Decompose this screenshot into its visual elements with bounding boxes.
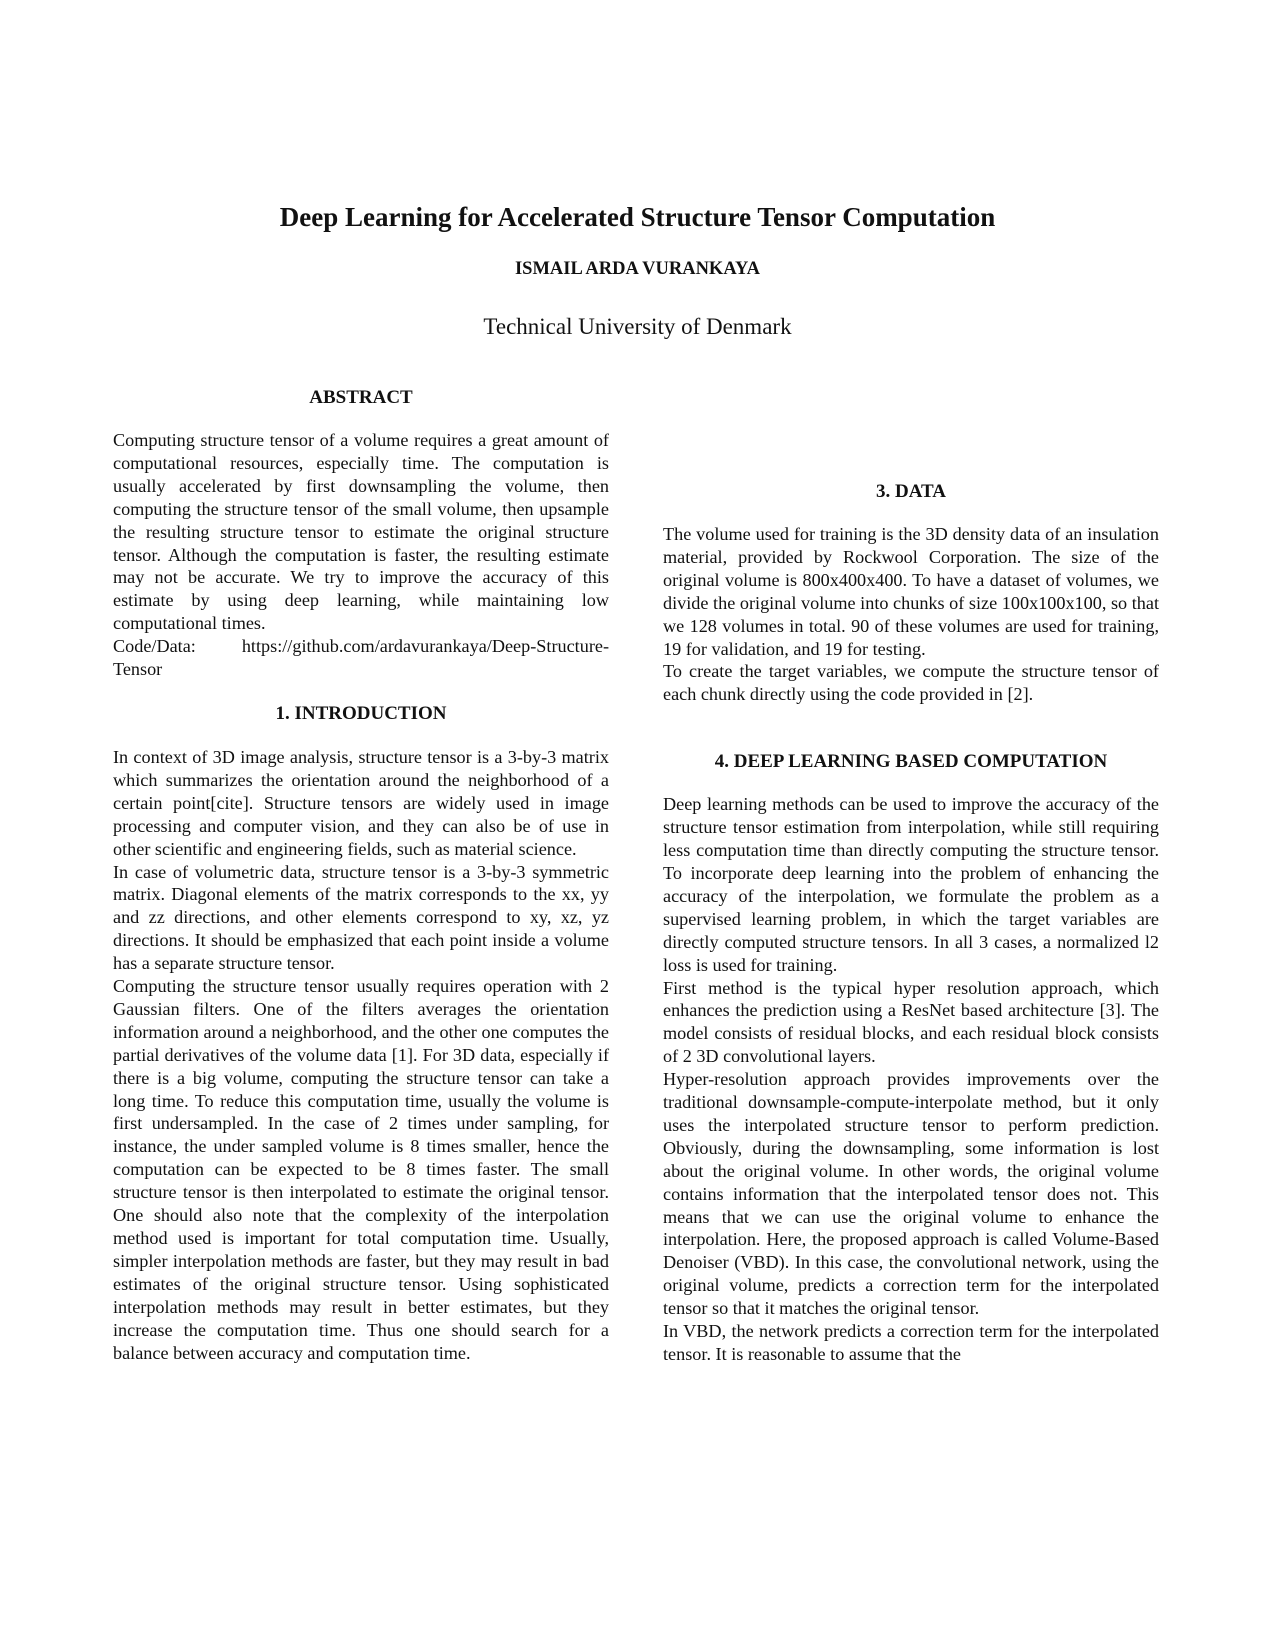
- introduction-paragraph-1: In context of 3D image analysis, structure tensor is a 3-by-3 matrix which summarizes the orientation around the neighborhood of a certain point[cite]. Structure tensors are widely used in image processing and computer vision, and they can also be of use in other scientific and engineering fields, such as material science.: [113, 746, 609, 859]
- data-paragraph-1: The volume used for training is the 3D density data of an insulation material, provided by Rockwool Corporation. The size of the original volume is 800x400x400. To have a dataset of volumes, we divide the original volume into chunks of size 100x100x100, so that we 128 volumes in total. 90 of these volumes are used for training, 19 for validation, and 19 for testing.: [663, 524, 1159, 659]
- introduction-paragraph-2: In case of volumetric data, structure tensor is a 3-by-3 symmetric matrix. Diagonal elements of the matrix corresponds to the xx, yy and zz directions, and other elements correspond to xy, xz, yz directions. It should be emphasized that each point inside a volume has a separate structure tensor.: [113, 861, 609, 974]
- deep-learning-heading: 4. DEEP LEARNING BASED COMPUTATION: [714, 751, 1108, 773]
- abstract-heading: ABSTRACT: [309, 387, 413, 408]
- data-heading: 3. DATA: [875, 481, 947, 502]
- left-column: [113, 386, 609, 1364]
- deep-learning-paragraph-1: Deep learning methods can be used to improve the accuracy of the structure tensor estimation from interpolation, while still requiring less computation time than directly computing the structure tensor. To incorporate deep learning into the problem of enhancing the accuracy of the interpolation, we formulate the problem as a supervised learning problem, in which the target variables are directly computed structure tensors. In all 3 cases, a normalized l2 loss is used for training.: [663, 794, 1159, 975]
- right-column: [663, 480, 1159, 1366]
- introduction-heading: 1. INTRODUCTION: [275, 702, 447, 724]
- deep-learning-paragraph-2: First method is the typical hyper resolution approach, which enhances the prediction using a ResNet based architecture [3]. The model consists of residual blocks, and each residual block consists of 2 3D convolutional layers.: [663, 977, 1159, 1067]
- introduction-paragraph-3: Computing the structure tensor usually requires operation with 2 Gaussian filters. One of the filters averages the orientation information around a neighborhood, and the other one computes the partial derivatives of the volume data [1]. For 3D data, especially if there is a big volume, computing the structure tensor can take a long time. To reduce this computation time, usually the volume is first undersampled. In the case of 2 times under sampling, for instance, the under sampled volume is 8 times smaller, hence the computation can be expected to be 8 times faster. The small structure tensor is then interpolated to estimate the original tensor. One should also note that the complexity of the interpolation method used is important for total computation time. Usually, simpler interpolation methods are faster, but they may result in bad estimates of the original structure tensor. Using sophisticated interpolation methods may result in better estimates, but they increase the computation time. Thus one should search for a balance between accuracy and computation time.: [113, 976, 609, 1363]
- affiliation: Technical University of Denmark: [483, 314, 792, 339]
- data-paragraph-2: To create the target variables, we compute the structure tensor of each chunk directly using the code provided in [2].: [663, 661, 1159, 705]
- abstract-text: Computing structure tensor of a volume requires a great amount of computational resources, especially time. The computation is usually accelerated by first downsampling the volume, then computing the structure tensor of the small volume, then upsample the resulting structure tensor to estimate the original structure tensor. Although the computation is faster, the resulting estimate may not be accurate. We try to improve the accuracy of this estimate by using deep learning, while maintaining low computational times.: [113, 430, 609, 634]
- deep-learning-paragraph-3: Hyper-resolution approach provides improvements over the traditional downsample-compute-interpolate method, but it only uses the interpolated structure tensor to perform prediction. Obviously, during the downsampling, some information is lost about the original volume. In other words, the original volume contains information that the interpolated tensor does not. This means that we can use the original volume to enhance the interpolation. Here, the proposed approach is called Volume-Based Denoiser (VBD). In this case, the convolutional network, using the original volume, predicts a correction term for the interpolated tensor so that it matches the original tensor.: [663, 1069, 1159, 1319]
- code-data-link[interactable]: Code/Data: https://github.com/ardavurankaya/Deep-Structure-Tensor: [113, 636, 609, 680]
- paper-title: Deep Learning for Accelerated Structure Tensor Computation: [279, 202, 996, 232]
- author-name: ISMAIL ARDA VURANKAYA: [514, 259, 761, 279]
- deep-learning-paragraph-4: In VBD, the network predicts a correction term for the interpolated tensor. It is reasonable to assume that the: [663, 1321, 1159, 1364]
